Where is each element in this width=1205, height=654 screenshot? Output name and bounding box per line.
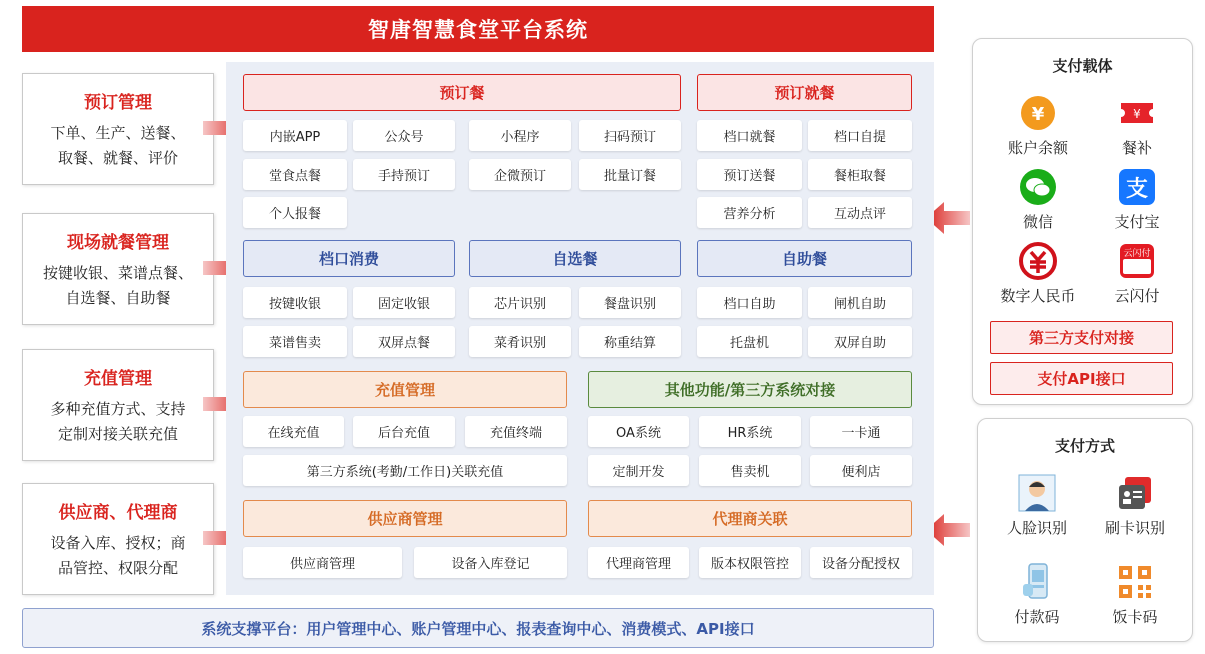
method-label: 人脸识别 (1006, 519, 1067, 537)
feature-cell[interactable]: 按键收银 (243, 287, 347, 318)
carrier-label: 数字人民币 (1000, 287, 1076, 305)
carrier-wechat[interactable] (990, 167, 1086, 232)
module-desc-line: 按键收银、菜谱点餐、 (42, 263, 193, 282)
module-desc-line: 设备入库、授权；商 (50, 533, 186, 552)
carrier-label: 账户余额 (1007, 139, 1068, 157)
feature-cell[interactable]: 堂食点餐 (243, 159, 347, 190)
module-desc-line: 品管控、权限分配 (57, 558, 178, 577)
section-header-stall: 档口消费 (243, 240, 455, 277)
payment-code-icon (1017, 562, 1057, 602)
feature-cell[interactable]: 菜谱售卖 (243, 326, 347, 357)
feature-cell[interactable]: 一卡通 (810, 416, 912, 447)
module-recharge[interactable] (22, 349, 214, 461)
feature-cell[interactable]: 设备入库登记 (414, 547, 567, 578)
module-title: 供应商、代理商 (58, 502, 178, 523)
method-label: 付款码 (1014, 608, 1060, 626)
wechat-icon (1018, 167, 1058, 207)
meal-ticket-icon (1117, 93, 1157, 133)
section-header-booking-meal: 预订餐 (243, 74, 681, 111)
page-title: 智唐智慧食堂平台系统 (22, 6, 934, 52)
card-reader-icon (1115, 473, 1155, 513)
carrier-alipay[interactable] (1089, 167, 1185, 232)
feature-cell[interactable]: 档口自提 (808, 120, 912, 151)
unionpay-icon (1117, 241, 1157, 281)
feature-cell[interactable]: 版本权限管控 (699, 547, 801, 578)
feature-cell[interactable]: 称重结算 (579, 326, 681, 357)
feature-cell[interactable]: 扫码预订 (579, 120, 681, 151)
module-desc-line: 下单、生产、送餐、 (50, 123, 186, 142)
support-platform-bar: 系统支撑平台：用户管理中心、账户管理中心、报表查询中心、消费模式、API接口 (22, 608, 934, 648)
feature-cell[interactable]: 公众号 (353, 120, 455, 151)
yen-coin-icon (1018, 93, 1058, 133)
panel-title: 支付载体 (1052, 57, 1113, 75)
section-header-recharge: 充值管理 (243, 371, 567, 408)
feature-cell[interactable]: 充值终端 (465, 416, 567, 447)
module-supplier-agent[interactable] (22, 483, 214, 595)
method-payment-code[interactable] (989, 562, 1085, 627)
module-desc-line: 取餐、就餐、评价 (57, 148, 178, 167)
module-title: 充值管理 (84, 368, 152, 389)
feature-cell[interactable]: 设备分配授权 (810, 547, 912, 578)
module-desc-line: 多种充值方式、支持 (50, 399, 186, 418)
feature-cell[interactable]: 个人报餐 (243, 197, 347, 228)
feature-cell[interactable]: 第三方系统(考勤/工作日)关联充值 (243, 455, 567, 486)
section-header-booking-dine: 预订就餐 (697, 74, 912, 111)
payment-api-button[interactable]: 支付API接口 (990, 362, 1173, 395)
svg-text:¥: ¥ (1031, 104, 1045, 125)
feature-cell[interactable]: 档口自助 (697, 287, 802, 318)
feature-cell[interactable]: 双屏自助 (808, 326, 912, 357)
feature-cell[interactable]: OA系统 (588, 416, 689, 447)
method-label: 刷卡识别 (1104, 519, 1165, 537)
feature-cell[interactable]: 互动点评 (808, 197, 912, 228)
section-header-other: 其他功能/第三方系统对接 (588, 371, 912, 408)
feature-cell[interactable]: 餐柜取餐 (808, 159, 912, 190)
module-booking-management[interactable] (22, 73, 214, 185)
method-face-id[interactable] (989, 473, 1085, 538)
module-desc-line: 自选餐、自助餐 (65, 288, 171, 307)
carrier-label: 微信 (1022, 213, 1053, 231)
module-desc-line: 定制对接关联充值 (57, 424, 178, 443)
digital-rmb-icon (1018, 241, 1058, 281)
feature-cell[interactable]: 批量订餐 (579, 159, 681, 190)
feature-cell[interactable]: 手持预订 (353, 159, 455, 190)
feature-cell[interactable]: 后台充值 (353, 416, 455, 447)
feature-cell[interactable]: 内嵌APP (243, 120, 347, 151)
feature-cell[interactable]: 供应商管理 (243, 547, 402, 578)
carrier-label: 云闪付 (1114, 287, 1160, 305)
method-card-reader[interactable] (1087, 473, 1183, 538)
feature-cell[interactable]: 小程序 (469, 120, 571, 151)
method-meal-card-code[interactable] (1087, 562, 1183, 627)
feature-cell[interactable]: 闸机自助 (808, 287, 912, 318)
svg-text:支: 支 (1125, 177, 1149, 202)
feature-cell[interactable]: 托盘机 (697, 326, 802, 357)
method-label: 饭卡码 (1112, 608, 1158, 626)
feature-cell[interactable]: 售卖机 (699, 455, 801, 486)
carrier-digital-rmb[interactable] (990, 241, 1086, 306)
feature-cell[interactable]: 固定收银 (353, 287, 455, 318)
alipay-icon (1117, 167, 1157, 207)
feature-cell[interactable]: 预订送餐 (697, 159, 802, 190)
carrier-account-balance[interactable] (990, 93, 1086, 158)
third-party-payment-button[interactable]: 第三方支付对接 (990, 321, 1173, 354)
feature-cell[interactable]: 便利店 (810, 455, 912, 486)
feature-cell[interactable]: HR系统 (699, 416, 801, 447)
feature-cell[interactable]: 档口就餐 (697, 120, 802, 151)
module-title: 现场就餐管理 (67, 232, 169, 253)
feature-cell[interactable]: 在线充值 (243, 416, 344, 447)
feature-cell[interactable]: 营养分析 (697, 197, 802, 228)
section-header-buffet: 自助餐 (697, 240, 912, 277)
qr-code-icon (1115, 562, 1155, 602)
feature-cell[interactable]: 企微预订 (469, 159, 571, 190)
section-header-selfselect: 自选餐 (469, 240, 681, 277)
carrier-meal-subsidy[interactable] (1089, 93, 1185, 158)
feature-cell[interactable]: 餐盘识别 (579, 287, 681, 318)
module-onsite-dining[interactable] (22, 213, 214, 325)
section-header-supplier: 供应商管理 (243, 500, 567, 537)
svg-text:¥: ¥ (1133, 107, 1141, 121)
feature-cell[interactable]: 代理商管理 (588, 547, 689, 578)
section-header-agent: 代理商关联 (588, 500, 912, 537)
carrier-label: 餐补 (1121, 139, 1152, 157)
module-title: 预订管理 (84, 92, 152, 113)
svg-text:云闪付: 云闪付 (1123, 249, 1151, 259)
feature-cell[interactable]: 菜肴识别 (469, 326, 571, 357)
carrier-unionpay[interactable] (1089, 241, 1185, 306)
feature-cell[interactable]: 双屏点餐 (353, 326, 455, 357)
feature-cell[interactable]: 定制开发 (588, 455, 689, 486)
feature-cell[interactable]: 芯片识别 (469, 287, 571, 318)
panel-title: 支付方式 (1054, 437, 1115, 455)
carrier-label: 支付宝 (1114, 213, 1160, 231)
face-id-icon (1017, 473, 1057, 513)
